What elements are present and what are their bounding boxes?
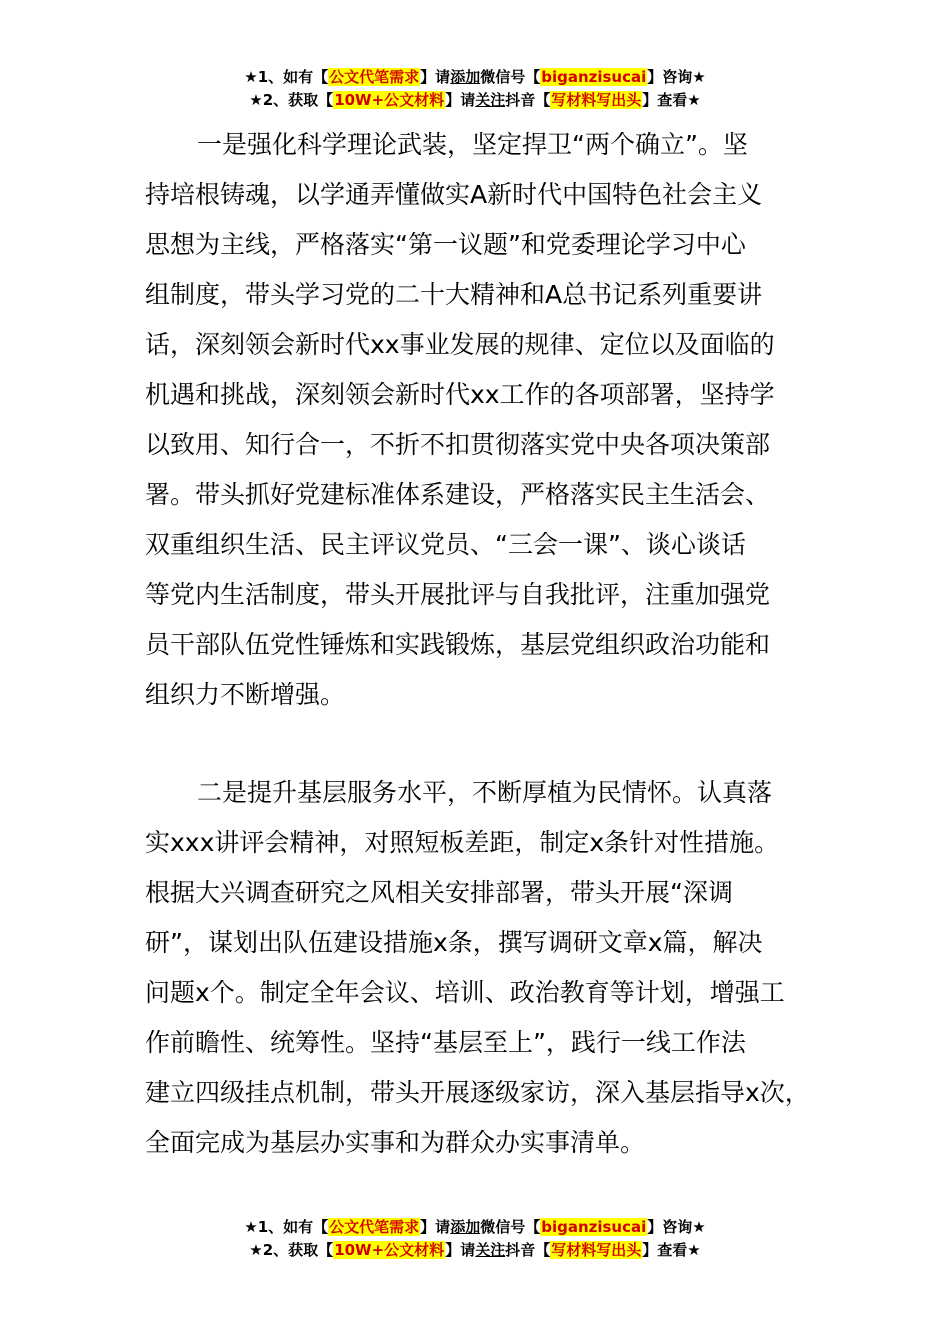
- text-line: 全面完成为基层办实事和为群众办实事清单。: [145, 1128, 646, 1157]
- banner-text: 微信号【: [480, 1218, 541, 1236]
- text-line: 一是强化科学理论武装，坚定捍卫“两个确立”。坚: [197, 130, 748, 159]
- banner-underline: 关注: [475, 91, 506, 109]
- paragraph-2: [145, 768, 825, 1168]
- text-line: 双重组织生活、民主评议党员、“三会一课”、谈心谈话: [145, 530, 746, 559]
- text-line: 组织力不断增强。: [145, 680, 346, 709]
- text-line: 机遇和挑战，深刻领会新时代xx工作的各项部署，坚持学: [145, 380, 775, 409]
- text-line: 根据大兴调查研究之风相关安排部署，带头开展“深调: [145, 878, 733, 907]
- text-line: 以致用、知行合一，不折不扣贯彻落实党中央各项决策部: [145, 430, 771, 459]
- banner-highlight: 写材料写出头: [551, 1241, 642, 1259]
- text-line: 等党内生活制度，带头开展批评与自我批评，注重加强党: [145, 580, 771, 609]
- banner-text: 抖音【: [505, 91, 551, 109]
- banner-text: ★2、获取【: [249, 1241, 334, 1259]
- banner-text: 】查看★: [642, 1241, 701, 1259]
- banner-text: 抖音【: [505, 1241, 551, 1259]
- paragraph-1: [145, 120, 825, 720]
- text-line: 话，深刻领会新时代xx事业发展的规律、定位以及面临的: [145, 330, 775, 359]
- banner-highlight: 10W+公文材料: [334, 91, 445, 109]
- banner-text: 】请: [445, 1241, 476, 1259]
- banner-underline: 添加: [450, 1218, 481, 1236]
- banner-text: 微信号【: [480, 68, 541, 86]
- text-line: 员干部队伍党性锤炼和实践锻炼，基层党组织政治功能和: [145, 630, 771, 659]
- text-line: 问题x个。制定全年会议、培训、政治教育等计划，增强工: [145, 978, 785, 1007]
- header-banner: [0, 66, 950, 112]
- banner-text: 】请: [420, 68, 451, 86]
- banner-text: 】请: [420, 1218, 451, 1236]
- text-line: 思想为主线，严格落实“第一议题”和党委理论学习中心: [145, 230, 746, 259]
- banner-line-1: [0, 66, 950, 89]
- text-line: 署。带头抓好党建标准体系建设，严格落实民主生活会、: [145, 480, 771, 509]
- banner-highlight: 10W+公文材料: [334, 1241, 445, 1259]
- banner-line-2: [0, 1239, 950, 1262]
- banner-text: 】查看★: [642, 91, 701, 109]
- banner-text: ★1、如有【: [244, 1218, 329, 1236]
- text-line: 研”，谋划出队伍建设措施x条，撰写调研文章x篇，解决: [145, 928, 763, 957]
- banner-underline: 添加: [450, 68, 481, 86]
- banner-line-2: [0, 89, 950, 112]
- banner-highlight: 公文代笔需求: [329, 68, 420, 86]
- text-line: 持培根铸魂，以学通弄懂做实A新时代中国特色社会主义: [145, 180, 763, 209]
- banner-text: 】咨询★: [647, 68, 706, 86]
- banner-text: ★1、如有【: [244, 68, 329, 86]
- banner-text: 】请: [445, 91, 476, 109]
- banner-highlight: 公文代笔需求: [329, 1218, 420, 1236]
- text-line: 组制度，带头学习党的二十大精神和A总书记系列重要讲: [145, 280, 763, 309]
- banner-text: 】咨询★: [647, 1218, 706, 1236]
- text-line: 建立四级挂点机制，带头开展逐级家访，深入基层指导x次，: [145, 1078, 810, 1107]
- banner-highlight: 写材料写出头: [551, 91, 642, 109]
- banner-line-1: [0, 1216, 950, 1239]
- banner-underline: 关注: [475, 1241, 506, 1259]
- banner-highlight: biganzisucai: [541, 1218, 647, 1236]
- text-line: 作前瞻性、统筹性。坚持“基层至上”，践行一线工作法: [145, 1028, 746, 1057]
- footer-banner: [0, 1216, 950, 1262]
- text-line: 二是提升基层服务水平，不断厚植为民情怀。认真落: [197, 778, 773, 807]
- text-line: 实xxx讲评会精神，对照短板差距，制定x条针对性措施。: [145, 828, 780, 857]
- banner-text: ★2、获取【: [249, 91, 334, 109]
- banner-highlight: biganzisucai: [541, 68, 647, 86]
